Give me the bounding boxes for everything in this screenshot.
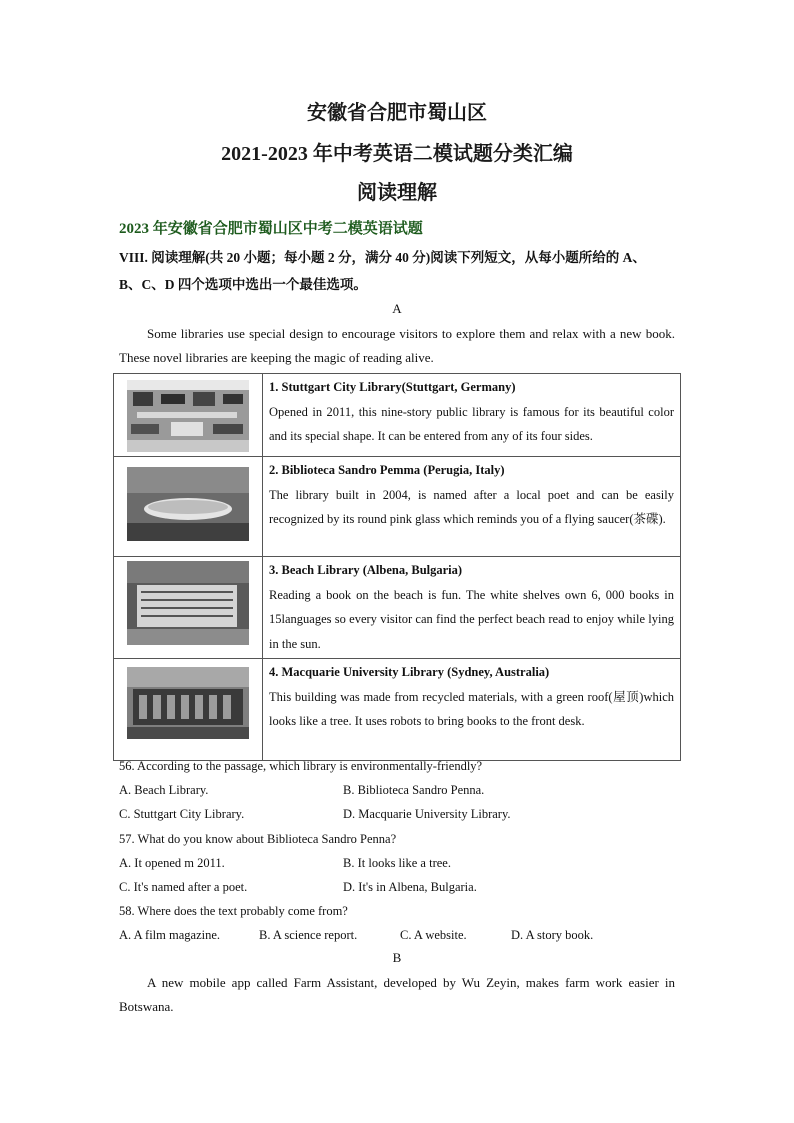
photo-cell [114, 374, 263, 457]
library-description [263, 557, 681, 659]
library-text: Reading a book on the beach is fun. The white shelves own 6, 000 books in 15languages so every visitor can find the perfect beach read to enjoy while lying in the sun. [269, 587, 674, 651]
answer-option: A. A film magazine. [119, 928, 221, 942]
answer-option: D. A story book. [511, 928, 594, 942]
answer-option: C. It's named after a poet. [119, 880, 248, 894]
question-stem: 57. What do you know about Biblioteca Sandro Penna? [119, 832, 397, 846]
passage-letter: B [392, 950, 402, 965]
library-photo [127, 667, 249, 739]
instruction-line: B、C、D 四个选项中选出一个最佳选项。 [119, 277, 367, 292]
instruction-line: VIII. 阅读理解(共 20 小题；每小题 2 分，满分 40 分)阅读下列短文，从每小题所给的 A、 [119, 250, 646, 265]
question-stem: 58. Where does the text probably come from? [119, 904, 348, 918]
library-photo [127, 380, 249, 452]
answer-option: D. It's in Albena, Bulgaria. [343, 880, 477, 894]
table-row [114, 557, 681, 659]
library-photo [127, 561, 249, 645]
library-name: 3. Beach Library (Albena, Bulgaria) [269, 563, 463, 577]
document-topic: 阅读理解 [357, 182, 437, 204]
passage-intro: Some libraries use special design to encourage visitors to explore them and relax with a new book. These novel libraries are keeping the magic of reading alive. [119, 326, 675, 365]
photo-cell [114, 457, 263, 557]
photo-cell [114, 659, 263, 761]
library-description [263, 457, 681, 557]
table-row [114, 457, 681, 557]
library-description [263, 374, 681, 457]
library-name: 4. Macquarie University Library (Sydney, Australia) [269, 665, 550, 679]
answer-option: B. It looks like a tree. [343, 856, 451, 870]
document-subtitle: 2021-2023 年中考英语二模试题分类汇编 [221, 143, 573, 165]
table-row [114, 659, 681, 761]
answer-option: C. Stuttgart City Library. [119, 807, 245, 821]
library-text: Opened in 2011, this nine-story public library is famous for its beautiful color and its special shape. It can be entered from any of its four sides. [269, 404, 674, 443]
library-table [113, 373, 681, 761]
answer-option: B. Biblioteca Sandro Penna. [343, 783, 485, 797]
answer-option: A. Beach Library. [119, 783, 209, 797]
question-stem: 56. According to the passage, which library is environmentally-friendly? [119, 759, 483, 773]
exam-heading: 2023 年安徽省合肥市蜀山区中考二模英语试题 [119, 221, 423, 237]
passage-intro: A new mobile app called Farm Assistant, developed by Wu Zeyin, makes farm work easier in Botswana. [119, 975, 675, 1014]
answer-option: B. A science report. [259, 928, 358, 942]
answer-option: D. Macquarie University Library. [343, 807, 511, 821]
library-description [263, 659, 681, 761]
document-title: 安徽省合肥市蜀山区 [307, 102, 487, 124]
library-name: 2. Biblioteca Sandro Pemma (Perugia, Italy) [269, 463, 505, 477]
photo-cell [114, 557, 263, 659]
library-text: This building was made from recycled materials, with a green roof(屋顶)which looks like a tree. It uses robots to bring books to the front desk. [269, 689, 674, 728]
library-photo [127, 467, 249, 541]
passage-letter: A [392, 301, 402, 316]
answer-option: A. It opened m 2011. [119, 856, 225, 870]
library-text: The library built in 2004, is named after a local poet and can be easily recognized by its round pink glass which reminds you of a flying saucer(茶碟). [269, 487, 674, 526]
table-row [114, 374, 681, 457]
answer-option: C. A website. [400, 928, 467, 942]
library-name: 1. Stuttgart City Library(Stuttgart, Germany) [269, 380, 516, 394]
